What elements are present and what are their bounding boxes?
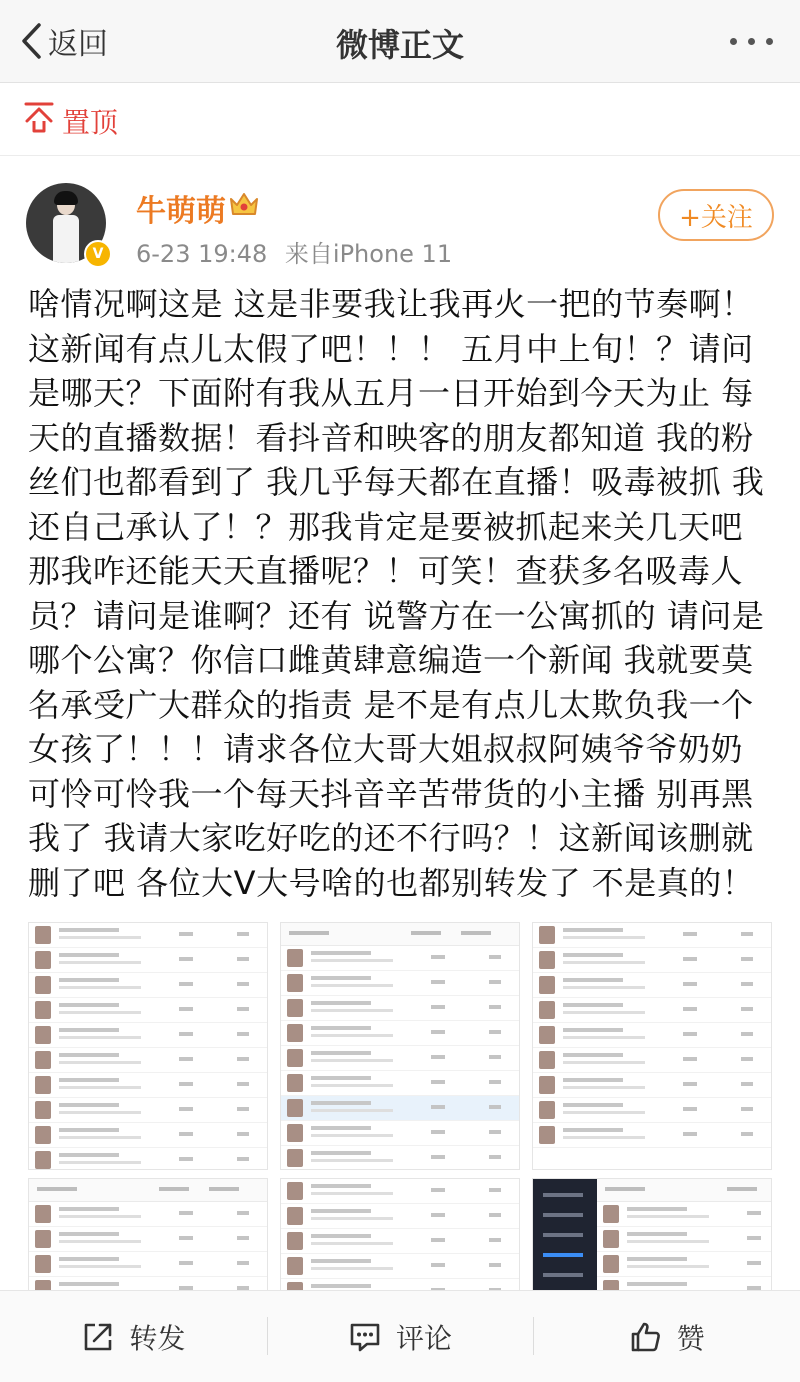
thumbnail-row <box>533 973 771 998</box>
thumbnail-table-header <box>597 1179 771 1202</box>
thumbnail-row <box>281 971 519 996</box>
thumbnail-row <box>29 1202 267 1227</box>
comment-button[interactable] <box>267 1291 534 1382</box>
thumbnail-row <box>533 923 771 948</box>
thumbnail-row <box>29 1252 267 1277</box>
follow-button[interactable]: +关注 <box>658 189 774 241</box>
thumbnail-row <box>281 1179 519 1204</box>
image-thumbnail[interactable] <box>532 922 772 1170</box>
thumbnail-table-header <box>281 923 519 946</box>
thumbnail-row <box>533 948 771 973</box>
author-header <box>0 156 800 266</box>
pin-top-icon <box>24 101 54 133</box>
thumbnail-row <box>29 1148 267 1170</box>
thumbnail-row <box>281 1021 519 1046</box>
post-source: 来自iPhone 11 <box>284 240 453 268</box>
thumbnail-row <box>281 1146 519 1170</box>
thumbnail-row <box>29 1227 267 1252</box>
thumbnail-row <box>29 1023 267 1048</box>
back-label: 返回 <box>48 27 108 62</box>
thumbnail-row <box>281 1121 519 1146</box>
repost-label: 转发 <box>129 1321 186 1355</box>
thumbnail-row <box>281 1096 519 1121</box>
image-thumbnail[interactable] <box>28 922 268 1170</box>
verified-badge-icon: V <box>84 240 112 268</box>
thumbnail-row <box>29 1048 267 1073</box>
author-name[interactable]: 牛萌萌 <box>136 194 226 229</box>
like-button[interactable] <box>533 1291 800 1382</box>
thumbnail-row <box>281 1046 519 1071</box>
thumbnail-row <box>29 973 267 998</box>
post-timestamp: 6-23 19:48 <box>136 240 268 268</box>
thumbnail-row <box>533 1123 771 1148</box>
thumbnail-row <box>281 1204 519 1229</box>
image-thumbnail[interactable] <box>280 922 520 1170</box>
thumbnail-row <box>29 1073 267 1098</box>
page-title: 微博正文 <box>335 26 464 64</box>
thumbnail-row <box>597 1252 771 1277</box>
repost-icon <box>81 1320 115 1354</box>
post-text: 啥情况啊这是 这是非要我让我再火一把的节奏啊！这新闻有点儿太假了吧！！！ 五月中上旬！？请问是哪天？下面附有我从五月一日开始到今天为止 每天的直播数据！看抖音和映客的朋友都知道 我的粉丝们也都看到了 我几乎每天都在直播！吸毒被抓 我还自己承认了！？那我肯定是要被抓起来关几天吧 那我咋还能天天直播呢？！可笑！查获多名吸毒人员？请问是谁啊？还有 说警方在一公寓抓的 请问是哪个公寓？你信口雌黄肆意编造一个新闻 我就要莫名承受广大群众的指责 是不是有点儿太欺负我一个女孩了！！！请求各位大哥大姐叔叔阿姨爷爷奶奶 可怜可怜我一个每天抖音辛苦带货的小主播 别再黑我了 我请大家吃好吃的还不行吗？！这新闻该删就删了吧 各位大V大号啥的也都别转发了 不是真的！ <box>28 285 765 902</box>
post-meta <box>136 234 452 269</box>
comment-label: 评论 <box>396 1321 453 1355</box>
bottom-action-bar <box>0 1290 800 1382</box>
thumbnail-row <box>29 998 267 1023</box>
thumbnail-row <box>281 1071 519 1096</box>
vip-crown-icon <box>228 190 260 218</box>
thumbnail-row <box>533 1073 771 1098</box>
pin-label: 置顶 <box>62 106 119 139</box>
thumbnail-row <box>597 1202 771 1227</box>
thumbnail-row <box>533 1048 771 1073</box>
thumbs-up-icon <box>629 1320 663 1354</box>
thumbnail-row <box>533 1098 771 1123</box>
thumbnail-row <box>533 998 771 1023</box>
thumbnail-row <box>29 923 267 948</box>
thumbnail-row <box>281 996 519 1021</box>
more-options-icon[interactable] <box>728 26 776 56</box>
repost-button[interactable] <box>0 1291 267 1382</box>
thumbnail-row <box>533 1023 771 1048</box>
thumbnail-row <box>29 948 267 973</box>
thumbnail-row <box>29 1098 267 1123</box>
pinned-banner <box>0 83 800 156</box>
thumbnail-row <box>29 1123 267 1148</box>
thumbnail-row <box>281 1229 519 1254</box>
thumbnail-row <box>281 946 519 971</box>
thumbnail-row <box>281 1254 519 1279</box>
comment-icon <box>348 1320 382 1354</box>
thumbnail-row <box>597 1227 771 1252</box>
top-nav-bar <box>0 0 800 83</box>
thumbnail-table-header <box>29 1179 267 1202</box>
like-label: 赞 <box>676 1321 705 1355</box>
